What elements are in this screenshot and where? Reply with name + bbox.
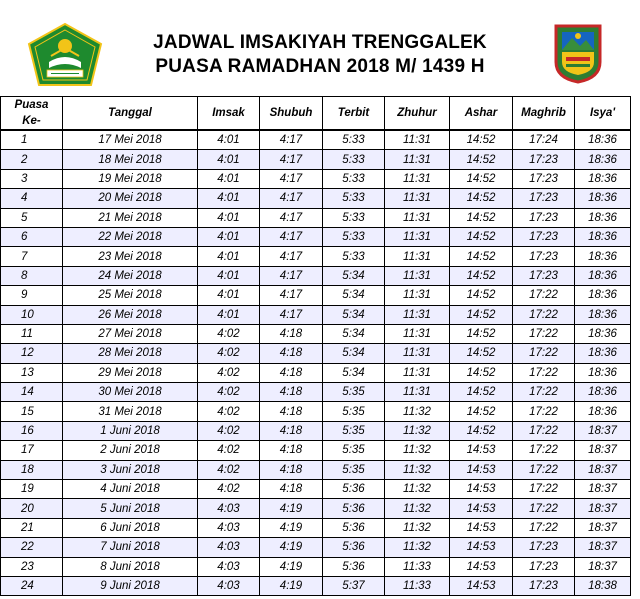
maghrib-cell: 17:23 [513,557,575,576]
table-row [1,557,631,576]
page-title-line-1: JADWAL IMSAKIYAH TRENGGALEK [153,32,487,53]
ashar-cell: 14:52 [450,286,513,305]
isya-cell: 18:37 [575,557,631,576]
imsak-cell: 4:02 [198,383,260,402]
terbit-cell: 5:35 [323,460,385,479]
shubuh-cell: 4:18 [260,460,323,479]
ashar-cell: 14:53 [450,576,513,595]
maghrib-cell: 17:22 [513,460,575,479]
ashar-cell: 14:52 [450,344,513,363]
ashar-cell: 14:52 [450,402,513,421]
ashar-cell: 14:53 [450,518,513,537]
isya-cell: 18:36 [575,383,631,402]
zhuhur-cell: 11:32 [385,499,450,518]
zhuhur-cell: 11:31 [385,150,450,169]
table-row [1,480,631,499]
puasa-ke-cell: 10 [1,305,63,324]
isya-cell: 18:37 [575,518,631,537]
terbit-cell: 5:34 [323,266,385,285]
maghrib-cell: 17:22 [513,305,575,324]
table-row [1,363,631,382]
table-row [1,383,631,402]
terbit-cell: 5:37 [323,576,385,595]
puasa-ke-cell: 20 [1,499,63,518]
zhuhur-cell: 11:32 [385,538,450,557]
tanggal-cell: 7 Juni 2018 [63,538,198,557]
tanggal-cell: 20 Mei 2018 [63,189,198,208]
zhuhur-cell: 11:31 [385,286,450,305]
table-row [1,402,631,421]
table-row [1,460,631,479]
ashar-cell: 14:52 [450,169,513,188]
terbit-cell: 5:34 [323,286,385,305]
tanggal-cell: 24 Mei 2018 [63,266,198,285]
maghrib-cell: 17:22 [513,363,575,382]
isya-cell: 18:37 [575,441,631,460]
terbit-cell: 5:34 [323,324,385,343]
column-header-shubuh: Shubuh [260,97,323,131]
table-row [1,247,631,266]
table-row [1,189,631,208]
column-header-puasa-ke [1,97,63,131]
isya-cell: 18:36 [575,208,631,227]
puasa-ke-cell: 9 [1,286,63,305]
maghrib-cell: 17:22 [513,518,575,537]
ashar-cell: 14:52 [450,305,513,324]
puasa-ke-cell: 13 [1,363,63,382]
ashar-cell: 14:52 [450,247,513,266]
ashar-cell: 14:53 [450,460,513,479]
tanggal-cell: 30 Mei 2018 [63,383,198,402]
zhuhur-cell: 11:31 [385,208,450,227]
tanggal-cell: 22 Mei 2018 [63,227,198,246]
tanggal-cell: 1 Juni 2018 [63,421,198,440]
ashar-cell: 14:52 [450,266,513,285]
puasa-ke-cell: 12 [1,344,63,363]
column-header-tanggal: Tanggal [63,97,198,131]
puasa-ke-cell: 22 [1,538,63,557]
isya-cell: 18:37 [575,480,631,499]
puasa-ke-cell: 16 [1,421,63,440]
shubuh-cell: 4:17 [260,189,323,208]
terbit-cell: 5:35 [323,383,385,402]
maghrib-cell: 17:23 [513,247,575,266]
ashar-cell: 14:52 [450,383,513,402]
isya-cell: 18:36 [575,227,631,246]
ashar-cell: 14:53 [450,538,513,557]
terbit-cell: 5:33 [323,189,385,208]
terbit-cell: 5:33 [323,150,385,169]
tanggal-cell: 3 Juni 2018 [63,460,198,479]
terbit-cell: 5:33 [323,169,385,188]
imsak-cell: 4:01 [198,266,260,285]
maghrib-cell: 17:23 [513,576,575,595]
column-header-terbit: Terbit [323,97,385,131]
table-row [1,266,631,285]
shubuh-cell: 4:19 [260,499,323,518]
shubuh-cell: 4:19 [260,576,323,595]
zhuhur-cell: 11:31 [385,305,450,324]
terbit-cell: 5:35 [323,441,385,460]
column-header-maghrib: Maghrib [513,97,575,131]
table-header-row [1,97,631,131]
isya-cell: 18:36 [575,130,631,150]
maghrib-cell: 17:22 [513,286,575,305]
imsak-cell: 4:03 [198,557,260,576]
isya-cell: 18:37 [575,460,631,479]
imsak-cell: 4:01 [198,227,260,246]
zhuhur-cell: 11:32 [385,421,450,440]
maghrib-cell: 17:23 [513,150,575,169]
column-header-puasa-line2: Ke- [22,115,41,127]
isya-cell: 18:38 [575,576,631,595]
ashar-cell: 14:53 [450,441,513,460]
maghrib-cell: 17:23 [513,208,575,227]
maghrib-cell: 17:22 [513,402,575,421]
shubuh-cell: 4:17 [260,286,323,305]
zhuhur-cell: 11:32 [385,402,450,421]
zhuhur-cell: 11:31 [385,324,450,343]
shubuh-cell: 4:17 [260,130,323,150]
tanggal-cell: 4 Juni 2018 [63,480,198,499]
tanggal-cell: 23 Mei 2018 [63,247,198,266]
imsak-cell: 4:02 [198,460,260,479]
imsak-cell: 4:03 [198,518,260,537]
tanggal-cell: 27 Mei 2018 [63,324,198,343]
tanggal-cell: 17 Mei 2018 [63,130,198,150]
zhuhur-cell: 11:31 [385,363,450,382]
zhuhur-cell: 11:32 [385,441,450,460]
table-row [1,576,631,595]
shubuh-cell: 4:17 [260,150,323,169]
terbit-cell: 5:34 [323,363,385,382]
table-row [1,169,631,188]
shubuh-cell: 4:19 [260,557,323,576]
imsak-cell: 4:03 [198,576,260,595]
isya-cell: 18:36 [575,189,631,208]
zhuhur-cell: 11:32 [385,460,450,479]
maghrib-cell: 17:23 [513,169,575,188]
imsak-cell: 4:01 [198,189,260,208]
puasa-ke-cell: 14 [1,383,63,402]
terbit-cell: 5:33 [323,247,385,266]
trenggalek-regency-emblem-icon [552,22,604,84]
tanggal-cell: 6 Juni 2018 [63,518,198,537]
puasa-ke-cell: 24 [1,576,63,595]
terbit-cell: 5:35 [323,421,385,440]
imsakiyah-schedule-table [0,96,631,596]
terbit-cell: 5:35 [323,402,385,421]
ashar-cell: 14:52 [450,324,513,343]
ashar-cell: 14:52 [450,130,513,150]
terbit-cell: 5:36 [323,480,385,499]
zhuhur-cell: 11:31 [385,227,450,246]
maghrib-cell: 17:23 [513,266,575,285]
shubuh-cell: 4:17 [260,208,323,227]
shubuh-cell: 4:18 [260,344,323,363]
puasa-ke-cell: 8 [1,266,63,285]
zhuhur-cell: 11:31 [385,169,450,188]
column-header-ashar: Ashar [450,97,513,131]
isya-cell: 18:36 [575,150,631,169]
imsak-cell: 4:02 [198,402,260,421]
table-body [1,130,631,596]
terbit-cell: 5:36 [323,538,385,557]
zhuhur-cell: 11:31 [385,344,450,363]
shubuh-cell: 4:18 [260,363,323,382]
maghrib-cell: 17:23 [513,189,575,208]
isya-cell: 18:36 [575,402,631,421]
table-row [1,421,631,440]
tanggal-cell: 31 Mei 2018 [63,402,198,421]
table-row [1,499,631,518]
maghrib-cell: 17:23 [513,538,575,557]
shubuh-cell: 4:17 [260,227,323,246]
imsak-cell: 4:03 [198,538,260,557]
shubuh-cell: 4:17 [260,169,323,188]
imsak-cell: 4:02 [198,324,260,343]
shubuh-cell: 4:18 [260,480,323,499]
maghrib-cell: 17:22 [513,383,575,402]
ashar-cell: 14:52 [450,150,513,169]
terbit-cell: 5:36 [323,557,385,576]
maghrib-cell: 17:22 [513,344,575,363]
zhuhur-cell: 11:31 [385,130,450,150]
maghrib-cell: 17:22 [513,441,575,460]
puasa-ke-cell: 2 [1,150,63,169]
tanggal-cell: 21 Mei 2018 [63,208,198,227]
zhuhur-cell: 11:32 [385,480,450,499]
imsak-cell: 4:01 [198,130,260,150]
ashar-cell: 14:53 [450,480,513,499]
imsak-cell: 4:01 [198,169,260,188]
maghrib-cell: 17:22 [513,421,575,440]
imsak-cell: 4:01 [198,305,260,324]
maghrib-cell: 17:22 [513,324,575,343]
header [0,0,640,94]
tanggal-cell: 5 Juni 2018 [63,499,198,518]
puasa-ke-cell: 19 [1,480,63,499]
isya-cell: 18:36 [575,169,631,188]
shubuh-cell: 4:19 [260,518,323,537]
puasa-ke-cell: 4 [1,189,63,208]
ashar-cell: 14:53 [450,557,513,576]
puasa-ke-cell: 1 [1,130,63,150]
table-row [1,150,631,169]
isya-cell: 18:36 [575,324,631,343]
tanggal-cell: 28 Mei 2018 [63,344,198,363]
shubuh-cell: 4:17 [260,305,323,324]
table-row [1,227,631,246]
terbit-cell: 5:33 [323,130,385,150]
tanggal-cell: 18 Mei 2018 [63,150,198,169]
imsak-cell: 4:02 [198,363,260,382]
puasa-ke-cell: 15 [1,402,63,421]
imsak-cell: 4:02 [198,441,260,460]
puasa-ke-cell: 6 [1,227,63,246]
table-row [1,305,631,324]
column-header-zhuhur: Zhuhur [385,97,450,131]
column-header-imsak: Imsak [198,97,260,131]
puasa-ke-cell: 17 [1,441,63,460]
table-row [1,324,631,343]
shubuh-cell: 4:17 [260,247,323,266]
puasa-ke-cell: 3 [1,169,63,188]
isya-cell: 18:36 [575,305,631,324]
maghrib-cell: 17:22 [513,499,575,518]
zhuhur-cell: 11:31 [385,189,450,208]
tanggal-cell: 26 Mei 2018 [63,305,198,324]
ashar-cell: 14:52 [450,421,513,440]
ashar-cell: 14:52 [450,189,513,208]
table-row [1,208,631,227]
tanggal-cell: 9 Juni 2018 [63,576,198,595]
terbit-cell: 5:34 [323,344,385,363]
ashar-cell: 14:52 [450,208,513,227]
isya-cell: 18:37 [575,499,631,518]
table-row [1,286,631,305]
imsak-cell: 4:02 [198,480,260,499]
puasa-ke-cell: 23 [1,557,63,576]
tanggal-cell: 25 Mei 2018 [63,286,198,305]
terbit-cell: 5:33 [323,208,385,227]
imsak-cell: 4:03 [198,499,260,518]
ashar-cell: 14:52 [450,363,513,382]
puasa-ke-cell: 7 [1,247,63,266]
table-row [1,344,631,363]
maghrib-cell: 17:22 [513,480,575,499]
shubuh-cell: 4:18 [260,324,323,343]
puasa-ke-cell: 11 [1,324,63,343]
maghrib-cell: 17:23 [513,227,575,246]
isya-cell: 18:36 [575,247,631,266]
imsak-cell: 4:01 [198,208,260,227]
shubuh-cell: 4:19 [260,538,323,557]
shubuh-cell: 4:17 [260,266,323,285]
page-title-line-2: PUASA RAMADHAN 2018 M/ 1439 H [155,56,485,77]
table-row [1,441,631,460]
imsak-cell: 4:02 [198,344,260,363]
tanggal-cell: 2 Juni 2018 [63,441,198,460]
terbit-cell: 5:36 [323,499,385,518]
isya-cell: 18:36 [575,344,631,363]
isya-cell: 18:36 [575,363,631,382]
shubuh-cell: 4:18 [260,441,323,460]
isya-cell: 18:37 [575,421,631,440]
table-row [1,130,631,150]
ashar-cell: 14:53 [450,499,513,518]
shubuh-cell: 4:18 [260,421,323,440]
tanggal-cell: 29 Mei 2018 [63,363,198,382]
column-header-puasa-line1: Puasa [14,99,49,111]
zhuhur-cell: 11:31 [385,247,450,266]
kemenag-logo-icon [27,22,103,88]
tanggal-cell: 19 Mei 2018 [63,169,198,188]
ashar-cell: 14:52 [450,227,513,246]
zhuhur-cell: 11:32 [385,518,450,537]
terbit-cell: 5:36 [323,518,385,537]
isya-cell: 18:36 [575,266,631,285]
terbit-cell: 5:34 [323,305,385,324]
tanggal-cell: 8 Juni 2018 [63,557,198,576]
terbit-cell: 5:33 [323,227,385,246]
zhuhur-cell: 11:33 [385,576,450,595]
table-row [1,538,631,557]
puasa-ke-cell: 5 [1,208,63,227]
imsak-cell: 4:01 [198,286,260,305]
zhuhur-cell: 11:31 [385,383,450,402]
isya-cell: 18:37 [575,538,631,557]
zhuhur-cell: 11:33 [385,557,450,576]
shubuh-cell: 4:18 [260,383,323,402]
table-row [1,518,631,537]
puasa-ke-cell: 18 [1,460,63,479]
maghrib-cell: 17:24 [513,130,575,150]
isya-cell: 18:36 [575,286,631,305]
puasa-ke-cell: 21 [1,518,63,537]
shubuh-cell: 4:18 [260,402,323,421]
imsak-cell: 4:02 [198,421,260,440]
imsak-cell: 4:01 [198,150,260,169]
column-header-isya: Isya' [575,97,631,131]
imsak-cell: 4:01 [198,247,260,266]
zhuhur-cell: 11:31 [385,266,450,285]
